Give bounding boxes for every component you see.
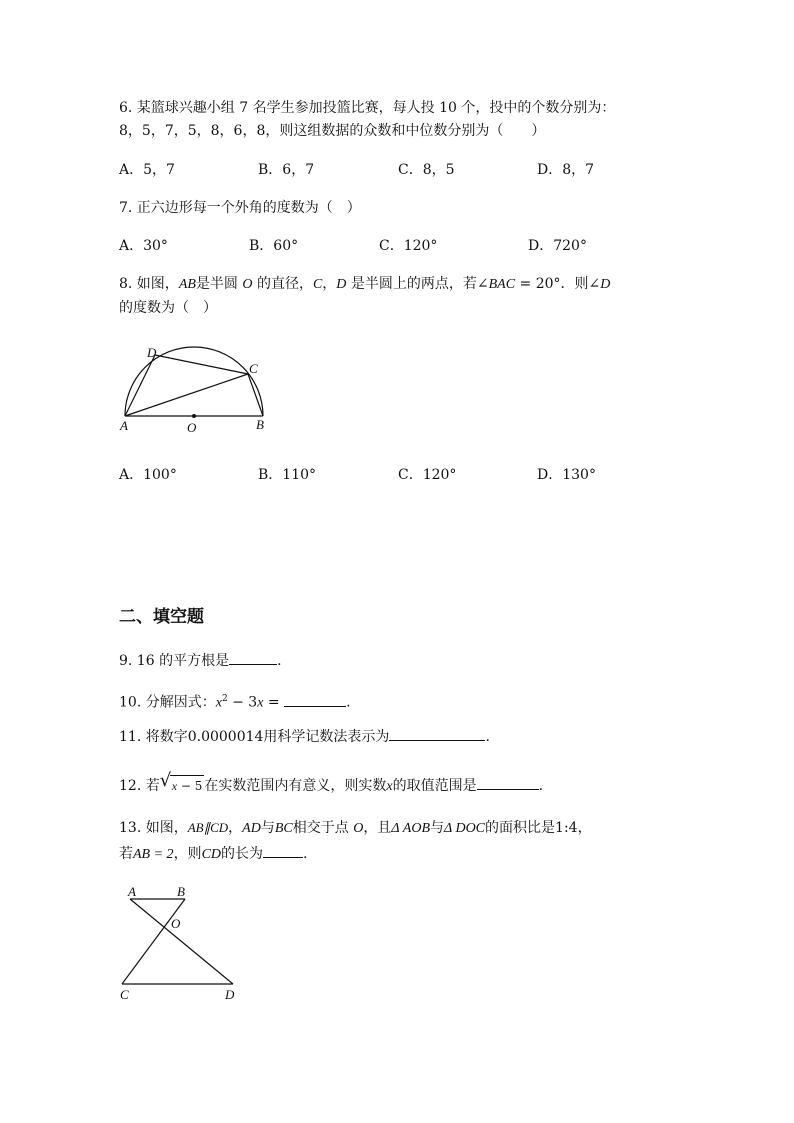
q13-line2 [119,843,307,865]
q13-l2mid: ，则 [173,846,202,862]
q13-ratio: 1:4 [555,820,578,836]
q11-end: . [485,729,490,745]
segment-ad [130,899,233,984]
q11-line [119,726,490,747]
q8-mid1: 是半圆 [195,276,243,292]
q13-mid1: 相交于点 [292,820,354,836]
q9-end: . [277,653,282,669]
q12-sqrt [160,775,205,796]
q13-end: . [303,846,308,862]
q12-line [119,775,543,797]
q6-option-d: D．8，7 [537,162,595,178]
label-d: D [147,345,157,360]
label-d: D [225,987,235,1002]
q13-ad: AD [242,821,261,836]
q11-text: 11. 将数字0.0000014用科学记数法表示为 [119,729,390,745]
q8-ab: AB [178,277,196,292]
label-o: O [187,420,197,435]
q12-mid: 在实数范围内有意义，则实数 [204,778,387,794]
q13-triangle-aob: Δ AOB [391,821,430,836]
q13-ab-eq: AB = 2 [133,847,174,862]
segment-bc [122,899,185,984]
q12-end: . [538,778,544,794]
q6-line2: 8，5，7，5，8，6，8，则这组数据的众数和中位数分别为（ ） [119,123,546,139]
q13-mid3: 的面积比是 [485,820,556,836]
q8-option-c: C．120° [398,467,457,483]
section-title-fill-in: 二、填空题 [119,607,204,627]
q8-comma: ， [322,276,337,292]
chord-dc [155,355,248,374]
q10-end: . [346,694,351,711]
chord-cb [248,374,263,416]
q11-answer-blank[interactable] [389,726,485,741]
q10-rest: − 3 [227,694,258,711]
q13-l2post: 的长为 [221,846,264,862]
center-o-dot [192,414,196,418]
q8-o: O [242,277,253,292]
q13-l2pre: 若 [119,846,133,862]
q8-option-b: B．110° [258,467,317,483]
label-c: C [249,361,258,376]
q10-answer-blank[interactable] [284,692,346,707]
q8-mid3: 是半圆上的两点，若∠ [346,276,489,292]
q9-answer-blank[interactable] [229,650,277,665]
q7-option-a: A．30° [119,238,168,254]
q8-option-a: A．100° [119,467,177,483]
q13-pre: 13. 如图， [119,820,188,836]
label-c: C [120,987,129,1002]
q9-line [119,650,282,671]
q13-comma1: ， [228,820,243,836]
label-b: B [256,417,264,432]
q12-rad-rest: − 5 [177,779,203,793]
label-a: A [128,884,136,899]
q6-option-c: C．8，5 [398,162,455,178]
q13-mid2: ，且 [363,820,392,836]
q8-d2: D [600,277,611,292]
q12-post: 的取值范围是 [392,778,477,794]
q8-mid2: 的直径， [252,276,313,292]
q10-line [119,689,351,714]
q7-option-b: B．60° [249,238,299,254]
q8-line2: 的度数为（ ） [119,300,217,316]
q8-semicircle-figure [110,340,280,435]
q12-x: x [386,779,393,794]
q12-rad-x: x [171,779,178,793]
q7-option-c: C．120° [379,238,438,254]
q13-bc: BC [274,821,293,836]
q12-pre: 12. 若 [119,778,160,794]
q13-answer-blank[interactable] [263,843,303,858]
q10-eq: = [263,694,285,711]
semicircle-arc [125,347,263,416]
q8-d: D [336,277,347,292]
q8-bac: BAC [488,277,516,292]
q10-text: 10. 分解因式： [119,694,216,711]
q8-c: C [312,277,323,292]
q12-answer-blank[interactable] [477,775,539,790]
q13-cd: CD [201,847,222,862]
q9-text: 9. 16 的平方根是 [119,653,230,669]
label-b: B [177,884,185,899]
q8-option-d: D．130° [537,467,596,483]
q10-sup: 2 [221,694,228,704]
q13-line1 [119,818,592,839]
q10-x: x [215,695,222,711]
label-a: A [120,418,128,433]
q13-o: O [353,821,364,836]
q13-yu2: 与 [430,820,444,836]
q10-x2: x [257,695,264,711]
q8-mid4: = 20°．则∠ [515,276,601,292]
q13-yu: 与 [260,820,275,836]
q7-option-d: D．720° [528,238,587,254]
q13-ab-cd: AB∥CD [187,820,229,835]
q6-option-b: B．6，7 [258,162,315,178]
q8-prefix: 8. 如图， [119,276,179,292]
q13-intersecting-lines-figure [112,880,247,1005]
q7-line1: 7. 正六边形每一个外角的度数为（ ） [119,200,361,216]
q13-comma2: ， [577,820,592,836]
q6-option-a: A．5，7 [119,162,175,178]
label-o: O [171,916,181,931]
q13-triangle-doc: Δ DOC [444,821,486,836]
q6-line1: 6. 某篮球兴趣小组 7 名学生参加投篮比赛，每人投 10 个，投中的个数分别为： [119,100,616,116]
chord-ac [125,374,248,416]
q8-line1 [119,274,610,295]
